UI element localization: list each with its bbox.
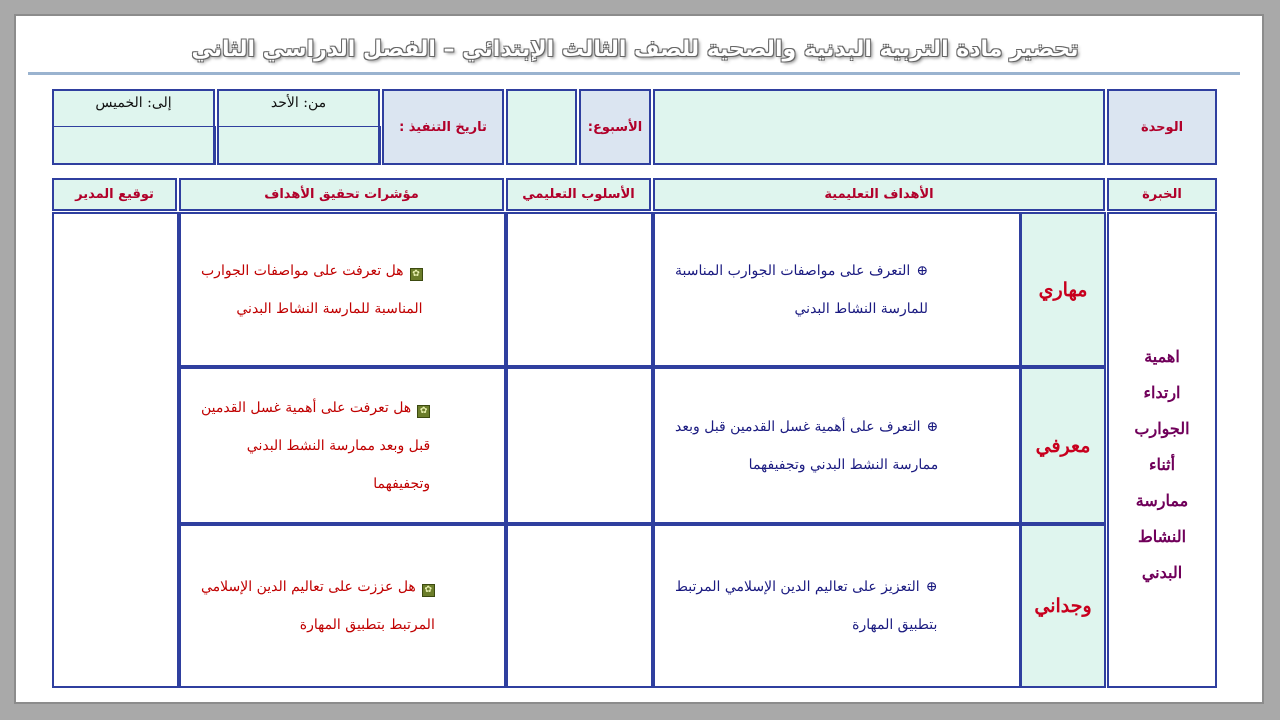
objective-text: التعرف على مواصفات الجوارب المناسبة [675,262,911,279]
experience-line: اهمية [1144,347,1180,366]
flower-bullet-icon: ✿ [410,268,423,281]
date-label-cell [382,89,504,165]
indicator-text: هل تعرفت على مواصفات الجوارب [201,262,404,279]
method-cell[interactable] [506,367,653,524]
indicator-text: هل تعرفت على أهمية غسل القدمين [201,399,412,416]
from-value-box[interactable] [218,126,381,165]
signature-cell[interactable] [52,212,179,688]
header-signature [52,178,177,211]
unit-value-cell[interactable] [653,89,1105,165]
category-cell-skill [1020,212,1106,367]
category-label: وجداني [1034,595,1092,617]
date-label: تاريخ التنفيذ : [399,119,487,135]
experience-line: الجوارب [1134,419,1190,438]
header-experience [1107,178,1217,211]
experience-line: ممارسة [1135,491,1189,510]
indicator-cell [179,524,506,688]
indicator-text: هل عززت على تعاليم الدين الإسلامي [201,579,416,595]
category-cell-knowledge [1020,367,1106,524]
header-objectives [653,178,1105,211]
unit-label-cell [1107,89,1217,165]
header-objectives-text: الأهداف التعليمية [824,187,934,202]
experience-line: النشاط [1137,527,1187,546]
week-label-cell [579,89,651,165]
page-title: تحضير مادة التربية البدنية والصحية للصف الثالث الإبتدائي – الفصل الدراسي الثاني [191,37,1079,62]
crosshair-plus-icon: ⊕ [916,262,929,279]
indicator-cell [179,367,506,524]
objective-text: للمارسة النشاط البدني [794,300,929,317]
objective-text: ممارسة النشط البدني وتجفيفهما [748,456,939,473]
to-cell[interactable] [52,89,215,165]
from-cell[interactable] [217,89,380,165]
header-indicators [179,178,504,211]
header-method [506,178,651,211]
experience-cell [1107,212,1217,688]
category-label: معرفي [1035,434,1091,457]
flower-bullet-icon: ✿ [422,584,435,597]
objective-text: بتطبيق المهارة [852,617,938,633]
method-cell[interactable] [506,212,653,367]
method-cell[interactable] [506,524,653,688]
objective-text: التعرف على أهمية غسل القدمين قبل وبعد [675,418,921,435]
from-label: من: الأحد [270,95,327,111]
flower-bullet-icon: ✿ [417,405,430,418]
indicator-text: المرتبط بتطبيق المهارة [299,617,435,633]
objective-cell [653,524,1021,688]
experience-line: أثناء [1148,455,1176,474]
indicator-text: وتجفيفهما [373,475,431,492]
crosshair-plus-icon: ⊕ [925,579,938,595]
header-experience-text: الخبرة [1142,187,1182,202]
indicator-cell [179,212,506,367]
week-label: الأسبوع: [587,119,643,135]
crosshair-plus-icon: ⊕ [926,418,939,435]
header-method-text: الأسلوب التعليمي [522,187,635,202]
header-signature-text: توقيع المدير [75,187,154,202]
experience-line: البدني [1141,563,1183,582]
objective-cell [653,367,1021,524]
unit-label: الوحدة [1140,119,1184,135]
to-label: إلى: الخميس [95,95,172,111]
indicator-text: قبل وبعد ممارسة النشط البدني [246,437,431,454]
indicator-text: المناسبة للمارسة النشاط البدني [236,300,423,317]
objective-text: التعزيز على تعاليم الدين الإسلامي المرتبط [675,579,920,595]
objective-cell [653,212,1021,367]
category-label: مهاري [1038,278,1088,301]
week-value-cell[interactable] [506,89,577,165]
to-value-box[interactable] [53,126,216,165]
header-indicators-text: مؤشرات تحقيق الأهداف [264,187,419,202]
title-underline [28,72,1240,75]
experience-line: ارتداء [1143,383,1181,402]
category-cell-affective [1020,524,1106,688]
